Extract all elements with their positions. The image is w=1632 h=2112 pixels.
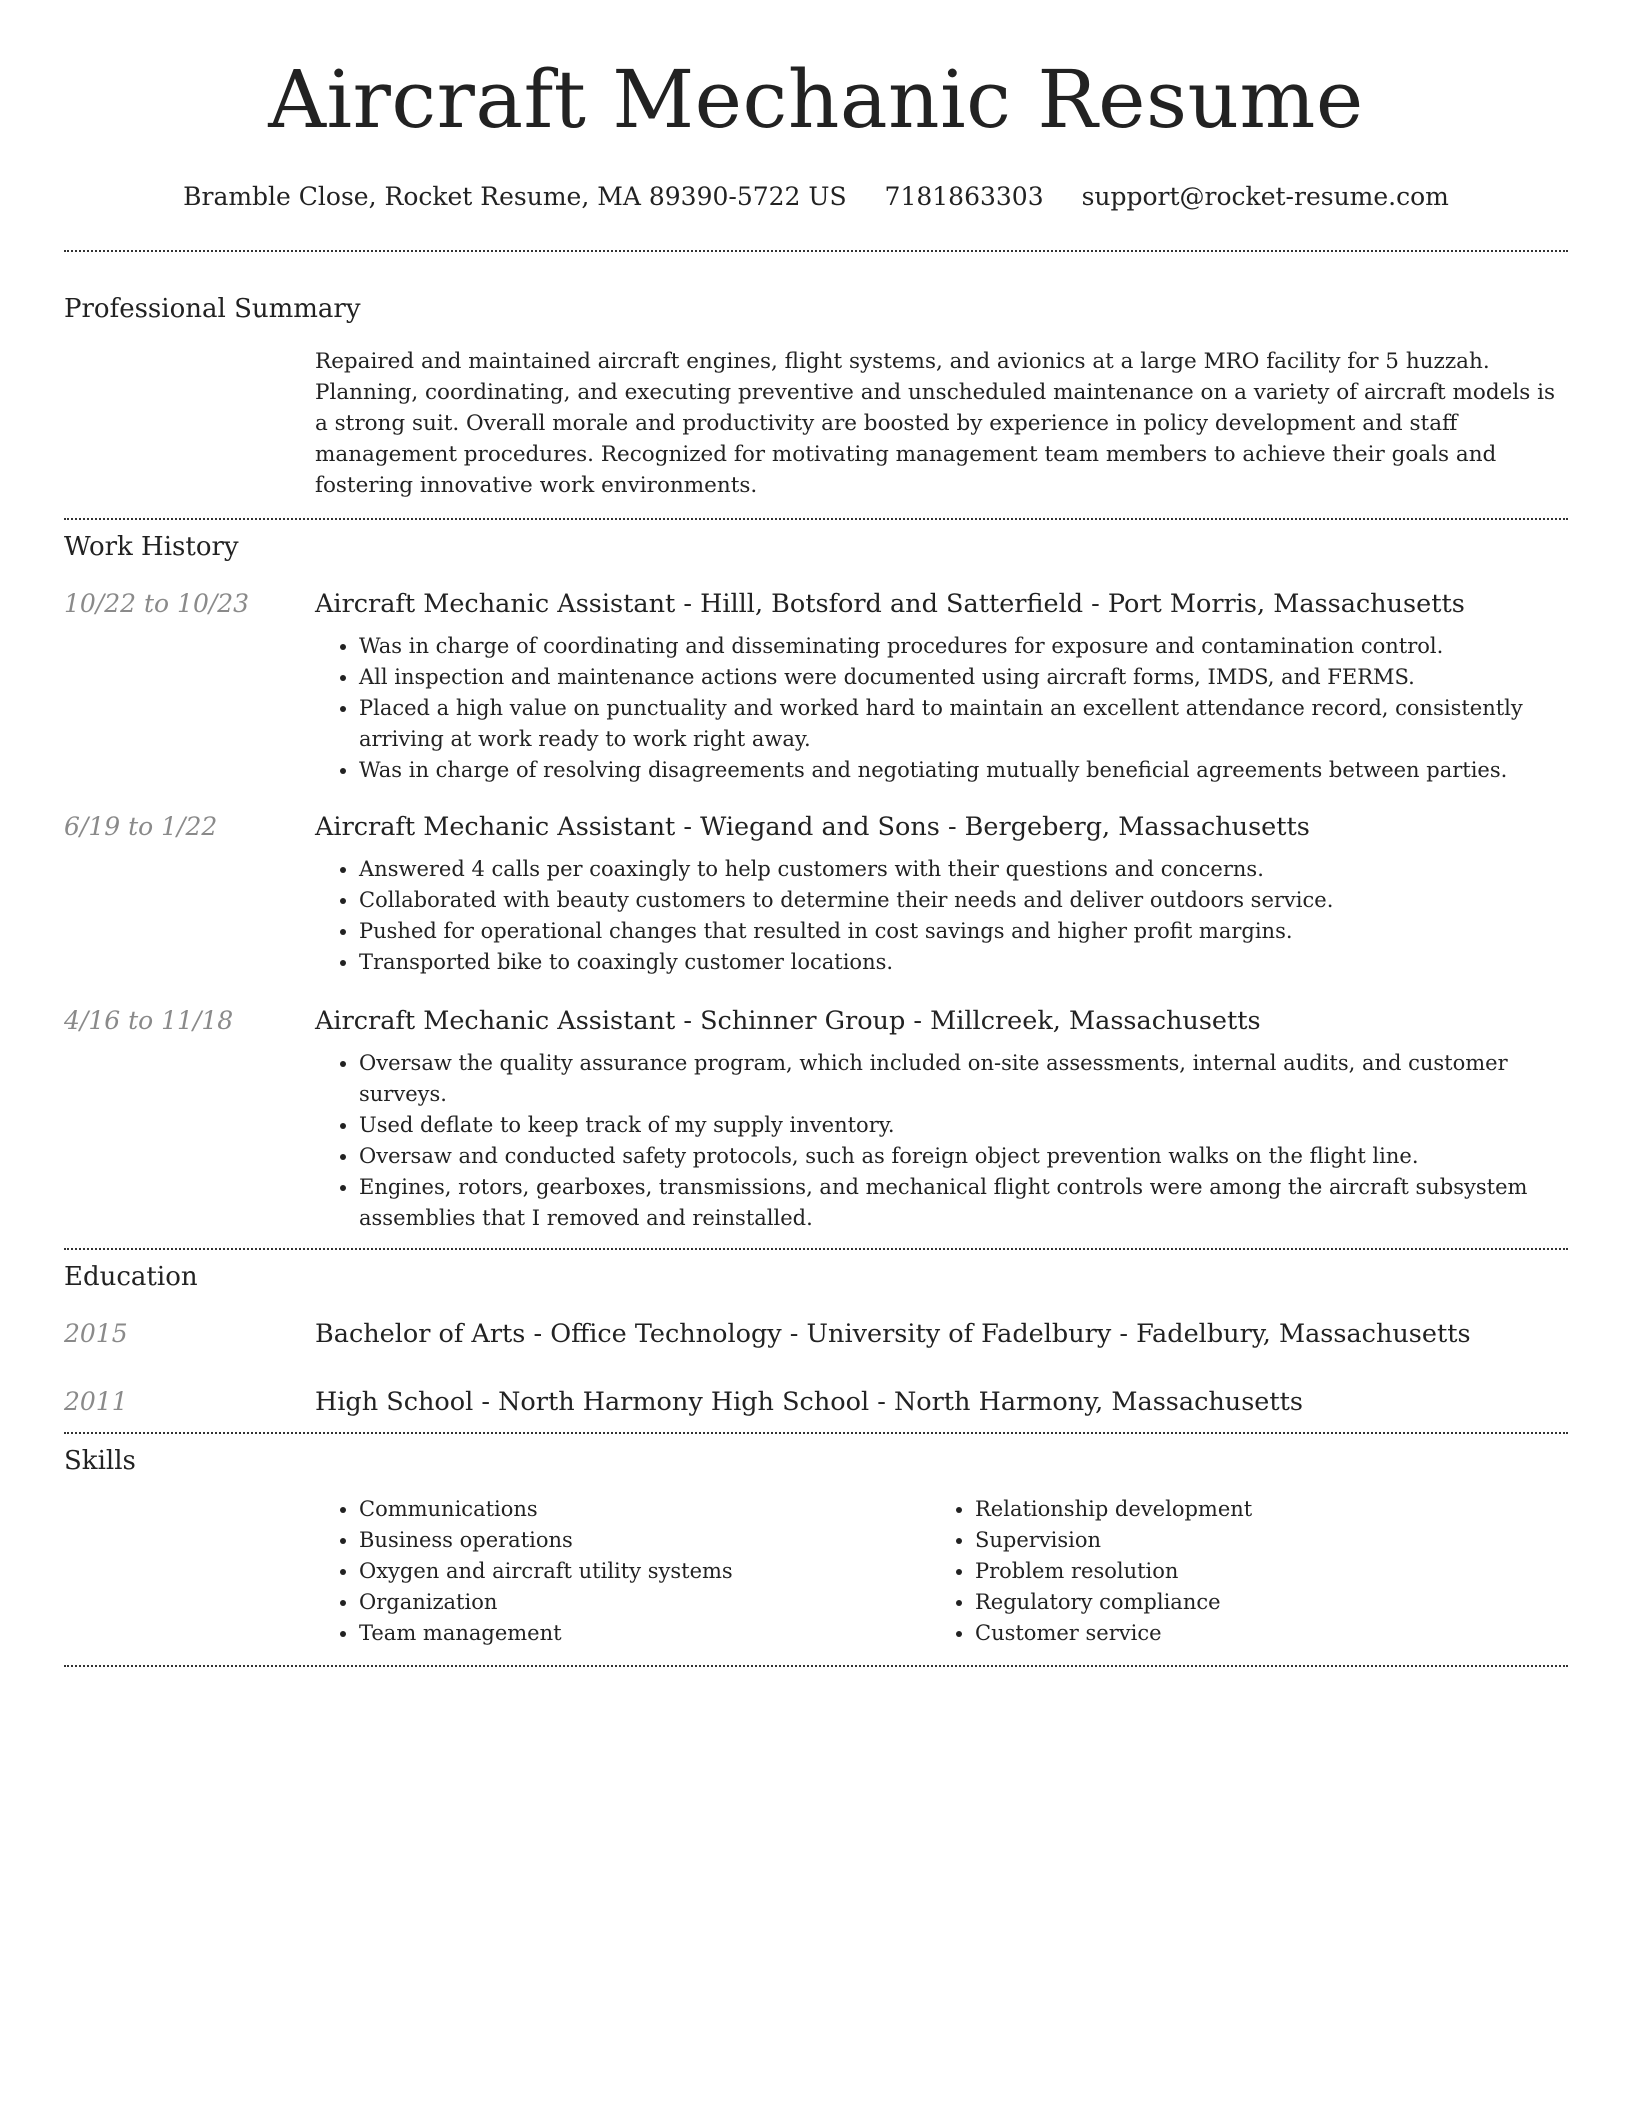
work-history-section <box>64 530 1568 1234</box>
list-item: • Collaborated with beauty customers to determine their needs and deliver outdoors service. <box>359 885 1568 916</box>
job-heading <box>315 587 1568 621</box>
list-item: • Oversaw the quality assurance program, which included on-site assessments, internal audits, and customer surveys. <box>359 1048 1568 1110</box>
list-item: • Used deflate to keep track of my supply inventory. <box>359 1110 1568 1141</box>
job-title: Aircraft Mechanic Assistant <box>315 812 676 842</box>
skills-list <box>315 1494 1568 1649</box>
contact-line <box>64 180 1568 214</box>
job-employer-location: - Schinner Group - Millcreek, Massachusetts <box>675 1006 1261 1036</box>
skill-item: • Communications <box>359 1494 931 1525</box>
divider <box>64 250 1568 252</box>
section-title-summary: Professional Summary <box>64 294 361 324</box>
skills-column-right <box>931 1494 1547 1649</box>
job-heading <box>315 810 1568 844</box>
section-title-skills: Skills <box>64 1446 136 1476</box>
section-title-education: Education <box>64 1262 198 1292</box>
list-item: • Answered 4 calls per coaxingly to help customers with their questions and concerns. <box>359 854 1568 885</box>
job-title: Aircraft Mechanic Assistant <box>315 589 676 619</box>
skill-item: • Supervision <box>975 1525 1547 1556</box>
job-dates: 4/16 to 11/18 <box>64 1006 234 1035</box>
skills-column-left <box>315 1494 931 1649</box>
education-entry <box>64 1317 1568 1351</box>
job-title: Aircraft Mechanic Assistant <box>315 1006 676 1036</box>
job-dates: 10/22 to 10/23 <box>64 589 250 618</box>
skill-item: • Organization <box>359 1587 931 1618</box>
job-employer-location: - Wiegand and Sons - Bergeberg, Massachusetts <box>675 812 1310 842</box>
skill-item: • Regulatory compliance <box>975 1587 1547 1618</box>
education-degree: High School <box>315 1387 474 1417</box>
list-item: • Pushed for operational changes that resulted in cost savings and higher profit margins. <box>359 916 1568 947</box>
contact-email: support@rocket-resume.com <box>1081 182 1449 211</box>
job-entry <box>64 1004 1568 1234</box>
education-section <box>64 1260 1568 1419</box>
divider <box>64 1665 1568 1667</box>
education-school-location: - North Harmony High School - North Harmony, Massachusetts <box>473 1387 1303 1417</box>
skill-item: • Oxygen and aircraft utility systems <box>359 1556 931 1587</box>
skill-item: • Problem resolution <box>975 1556 1547 1587</box>
list-item: • Engines, rotors, gearboxes, transmissions, and mechanical flight controls were among the aircraft subsystem assemblies that I removed and reinstalled. <box>359 1172 1568 1234</box>
skill-item: • Customer service <box>975 1618 1547 1649</box>
education-heading <box>315 1385 1568 1419</box>
section-title-work-history: Work History <box>64 532 239 562</box>
job-heading <box>315 1004 1568 1038</box>
contact-address: Bramble Close, Rocket Resume, MA 89390-5722 US <box>183 182 847 211</box>
job-entry <box>64 587 1568 786</box>
contact-phone: 7181863303 <box>884 182 1044 211</box>
list-item: • Was in charge of coordinating and disseminating procedures for exposure and contamination control. <box>359 631 1568 662</box>
divider <box>64 1432 1568 1434</box>
list-item: • Transported bike to coaxingly customer locations. <box>359 947 1568 978</box>
education-entry <box>64 1385 1568 1419</box>
education-heading <box>315 1317 1568 1351</box>
skill-item: • Business operations <box>359 1525 931 1556</box>
job-entry <box>64 810 1568 978</box>
education-degree: Bachelor of Arts - Office Technology <box>315 1319 782 1349</box>
summary-text: Repaired and maintained aircraft engines, flight systems, and avionics at a large MRO facility for 5 huzzah. Planning, coordinating, and executing preventive and unscheduled maintenance on a variety of aircraft models is a strong suit. Overall morale and productivity are boosted by experience in policy development and staff management procedures. Recognized for motivating management team members to achieve their goals and fostering innovative work environments. <box>315 349 1555 498</box>
education-year: 2011 <box>64 1387 128 1416</box>
resume-title: Aircraft Mechanic Resume <box>268 53 1364 146</box>
summary-section <box>64 292 1568 501</box>
education-school-location: - University of Fadelbury - Fadelbury, Massachusetts <box>781 1319 1471 1349</box>
skill-item: • Relationship development <box>975 1494 1547 1525</box>
list-item: • All inspection and maintenance actions were documented using aircraft forms, IMDS, and FERMS. <box>359 662 1568 693</box>
divider <box>64 1248 1568 1250</box>
education-year: 2015 <box>64 1319 128 1348</box>
job-employer-location: - Hilll, Botsford and Satterfield - Port Morris, Massachusetts <box>675 589 1465 619</box>
list-item: • Was in charge of resolving disagreements and negotiating mutually beneficial agreements between parties. <box>359 755 1568 786</box>
job-bullets <box>315 854 1568 978</box>
job-bullets <box>315 631 1568 786</box>
skill-item: • Team management <box>359 1618 931 1649</box>
divider <box>64 518 1568 520</box>
list-item: • Placed a high value on punctuality and worked hard to maintain an excellent attendance record, consistently arriving at work ready to work right away. <box>359 693 1568 755</box>
job-bullets <box>315 1048 1568 1234</box>
list-item: • Oversaw and conducted safety protocols, such as foreign object prevention walks on the flight line. <box>359 1141 1568 1172</box>
job-dates: 6/19 to 1/22 <box>64 812 218 841</box>
skills-section <box>64 1444 1568 1649</box>
